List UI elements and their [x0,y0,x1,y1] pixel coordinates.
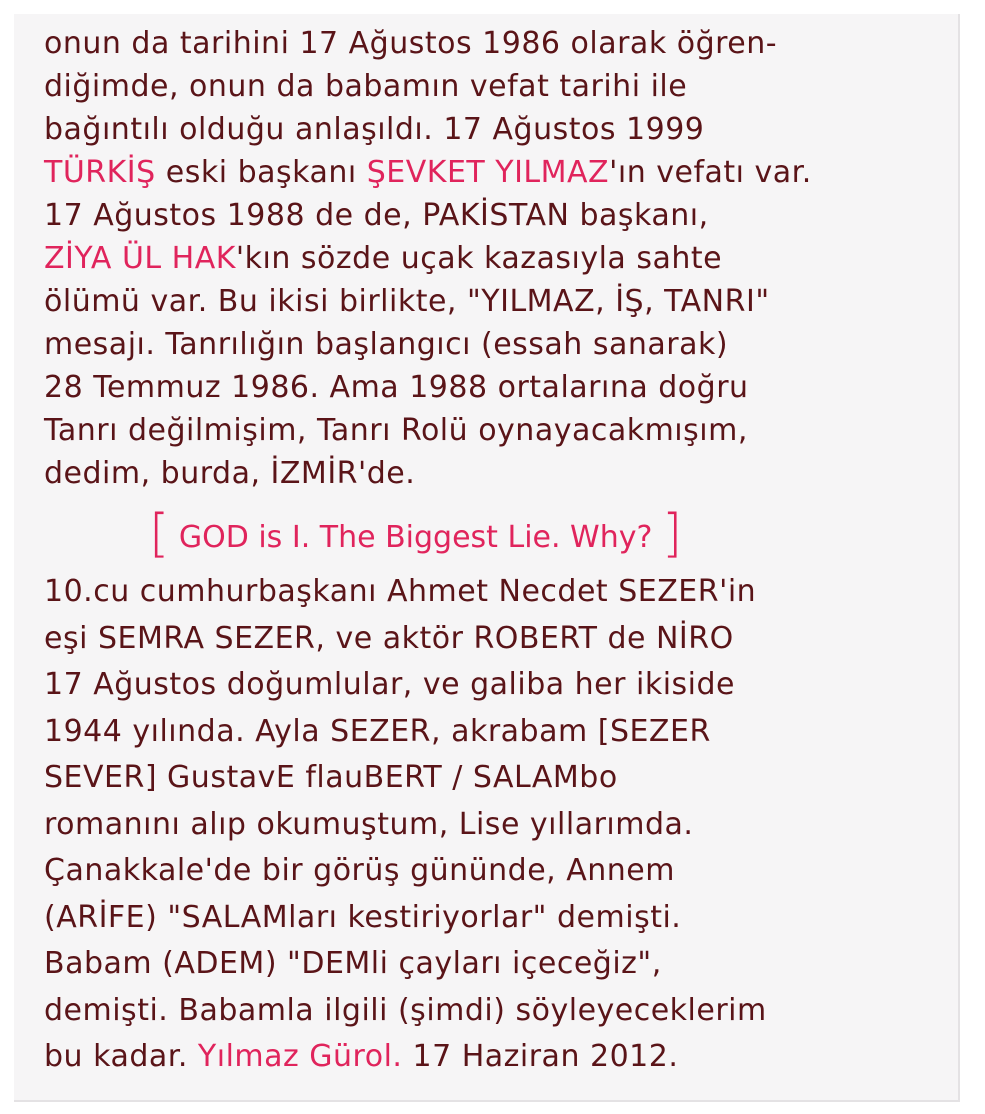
line-segment: eski başkanı [155,155,367,190]
right-bracket: ] [661,504,683,564]
line-segment: demişti. Babamla ilgili (şimdi) söyleyeceklerim [44,992,767,1028]
line-segment: diğimde, onun da babamın vefat tarihi ile [44,69,688,104]
text-line [44,112,704,148]
text-line [44,714,711,750]
text-line [44,26,777,62]
line-segment: 17 Haziran 2012. [402,1039,679,1074]
text-line [44,993,767,1029]
text-line [44,198,709,234]
bracketed-quote [149,504,859,564]
highlighted-name: ZİYA ÜL HAK [44,241,236,276]
text-line [44,1039,678,1075]
text-line [44,760,618,796]
line-segment: dedim, burda, İZMİR'de. [44,456,416,491]
line-segment: Babam (ADEM) "DEMli çayları içeceğiz", [44,946,662,981]
text-line [44,621,734,657]
text-line [44,456,415,492]
text-line [44,946,662,982]
text-line [44,807,693,843]
text-line [44,69,687,105]
line-segment: 10.cu cumhurbaşkanı Ahmet Necdet SEZER'in [44,574,757,609]
text-line [44,574,756,610]
line-segment: SEVER] GustavE flauBERT / SALAMbo [44,760,618,795]
text-line [44,900,681,936]
text-line [44,413,748,449]
line-segment: ölümü var. Bu ikisi birlikte, "YILMAZ, İŞ, TANRI" [44,284,770,319]
bracketed-quote-text: GOD is I. The Biggest Lie. Why? [178,520,653,555]
line-segment: (ARİFE) "SALAMları kestiriyorlar" demişti. [44,899,682,935]
line-segment: onun da tarihini 17 Ağustos 1986 olarak öğren- [44,26,778,61]
line-segment: Tanrı değilmişim, Tanrı Rolü oynayacakmışım, [44,413,748,448]
left-bracket: [ [149,504,170,564]
line-segment: bağıntılı olduğu anlaşıldı. 17 Ağustos 1999 [44,112,705,147]
line-segment: romanını alıp okumuştum, Lise yıllarımda. [44,806,694,842]
line-segment: bu kadar. [44,1039,198,1074]
highlighted-name: ŞEVKET YILMAZ [366,155,610,190]
line-segment: eşi SEMRA SEZER, ve aktör ROBERT de NİRO [44,620,734,656]
line-segment: 17 Ağustos doğumlular, ve galiba her ikiside [44,667,736,702]
line-segment: Çanakkale'de bir görüş gününde, Annem [44,853,675,888]
line-segment: 1944 yılında. Ayla SEZER, akrabam [SEZER [44,713,711,749]
highlighted-name: Yılmaz Gürol. [197,1039,403,1074]
line-segment: mesajı. Tanrılığın başlangıcı (essah sanarak) [44,327,729,362]
text-line [44,370,749,406]
line-segment: 'kın sözde uçak kazasıyla sahte [235,241,723,276]
line-segment: 'ın vefatı var. [609,155,812,190]
handwritten-page [14,14,960,1102]
text-line [44,284,770,320]
highlighted-name: TÜRKİŞ [44,155,156,190]
line-segment: 17 Ağustos 1988 de de, PAKİSTAN başkanı, [44,198,709,233]
text-line [44,853,675,889]
line-segment: 28 Temmuz 1986. Ama 1988 ortalarına doğru [44,370,749,405]
text-line [44,667,735,703]
text-line [44,241,722,277]
text-line [44,155,812,191]
text-line [44,327,728,363]
